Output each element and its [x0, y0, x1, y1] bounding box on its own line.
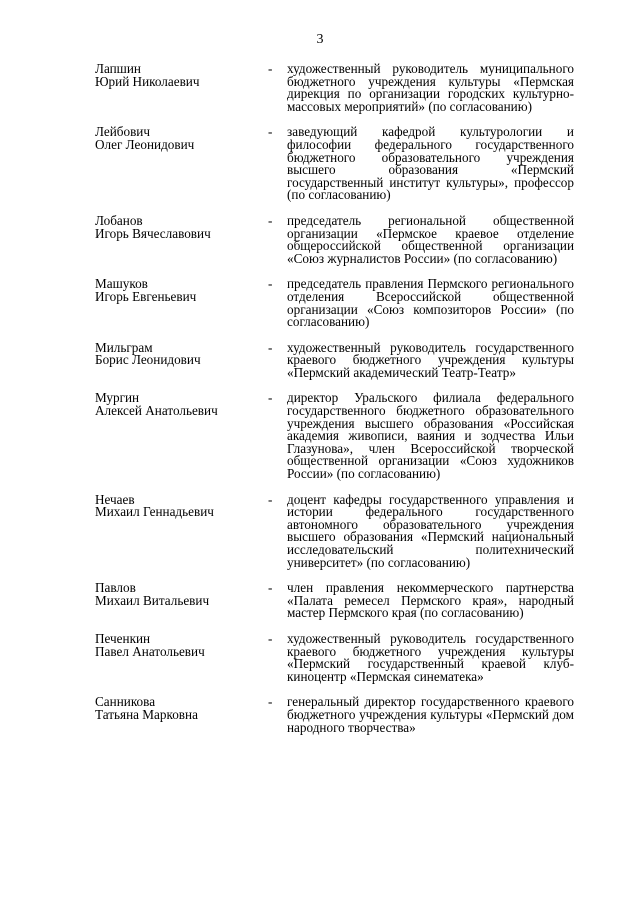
- member-entry: [95, 339, 575, 380]
- member-position: председатель правления Пермского регионального отделения Всероссийской общественной организации «Союз композиторов России» (по согласованию): [287, 276, 574, 330]
- member-given-names: Олег Леонидович: [95, 136, 195, 152]
- member-name: [95, 491, 268, 520]
- member-entry: [95, 491, 575, 570]
- dash-separator: -: [268, 491, 273, 507]
- member-entry: [95, 212, 575, 266]
- member-name: [95, 63, 268, 88]
- member-position: доцент кафедры государственного управления и истории федерального государственного автономного образовательного учреждения высшего образования «Пермский национальный исследовательский политехнический университет» (по согласованию): [287, 491, 574, 570]
- member-name: [95, 696, 268, 721]
- member-given-names: Михаил Геннадьевич: [95, 504, 214, 520]
- member-given-names: Алексей Анатольевич: [95, 403, 218, 419]
- member-position: генеральный директор государственного краевого бюджетного учреждения культуры «Пермский дом народного творчества»: [287, 694, 574, 735]
- member-position: художественный руководитель муниципального бюджетного учреждения культуры «Пермская дирекция по организации городских культурно-массовых мероприятий» (по согласованию): [287, 61, 574, 114]
- member-given-names: Игорь Вячеславович: [95, 225, 211, 241]
- member-position: член правления некоммерческого партнерства «Палата ремесел Пермского края», народный мастер Пермского края (по согласованию): [287, 580, 574, 621]
- member-name: [95, 339, 268, 368]
- page-number: 3: [316, 32, 324, 47]
- dash-separator: -: [268, 339, 273, 355]
- dash-separator: -: [268, 694, 273, 710]
- member-given-names: Павел Анатольевич: [95, 643, 205, 659]
- member-name: [95, 126, 268, 151]
- member-name: [95, 630, 268, 659]
- member-surname: Машуков: [95, 276, 148, 292]
- member-surname: Печенкин: [95, 630, 151, 646]
- member-given-names: Юрий Николаевич: [95, 73, 200, 89]
- member-entry: [95, 630, 575, 684]
- member-name: [95, 278, 268, 303]
- dash-separator: -: [268, 580, 273, 596]
- dash-separator: -: [268, 390, 273, 406]
- member-surname: Мургин: [95, 390, 140, 406]
- member-entry: [95, 582, 575, 620]
- member-position: заведующий кафедрой культурологии и философии федерального государственного бюджетного образовательного учреждения высшего образования «Пермский государственный институт культуры», профессор (по согласованию): [287, 124, 574, 203]
- member-surname: Лейбович: [95, 124, 150, 140]
- member-position: директор Уральского филиала федерального государственного бюджетного образовательного учреждения высшего образования «Российская академия живописи, ваяния и зодчества Ильи Глазунова», член Всероссийской творческой общественной организации «Союз художников России» (по согласованию): [287, 390, 574, 482]
- member-entry: [95, 392, 575, 480]
- member-given-names: Татьяна Марковна: [95, 706, 198, 722]
- member-name: [95, 582, 268, 607]
- member-entry: [95, 696, 575, 734]
- dash-separator: -: [268, 630, 273, 646]
- dash-separator: -: [268, 124, 273, 140]
- member-entry: [95, 278, 575, 328]
- dash-separator: -: [268, 276, 273, 292]
- member-surname: Нечаев: [95, 491, 135, 507]
- member-entry: [95, 63, 575, 113]
- member-name: [95, 392, 268, 417]
- member-position: художественный руководитель государственного краевого бюджетного учреждения культуры «Пермский академический Театр-Театр»: [287, 339, 574, 380]
- member-surname: Санникова: [95, 694, 156, 710]
- member-surname: Павлов: [95, 580, 136, 596]
- member-position: художественный руководитель государственного краевого бюджетного учреждения культуры «Пермский государственный краевой клуб-киноцентр «Пермская синематека»: [287, 630, 574, 684]
- member-entry: [95, 126, 575, 202]
- member-given-names: Михаил Витальевич: [95, 592, 210, 608]
- member-given-names: Борис Леонидович: [95, 352, 201, 368]
- member-surname: Мильграм: [95, 339, 153, 355]
- member-list: [95, 63, 575, 734]
- member-name: [95, 212, 268, 241]
- member-surname: Лобанов: [95, 212, 143, 228]
- dash-separator: -: [268, 212, 273, 228]
- member-surname: Лапшин: [95, 61, 141, 76]
- member-position: председатель региональной общественной организации «Пермское краевое отделение общероссийской общественной организации «Союз журналистов России» (по согласованию): [287, 212, 574, 266]
- dash-separator: -: [268, 61, 273, 76]
- member-given-names: Игорь Евгеньевич: [95, 288, 197, 304]
